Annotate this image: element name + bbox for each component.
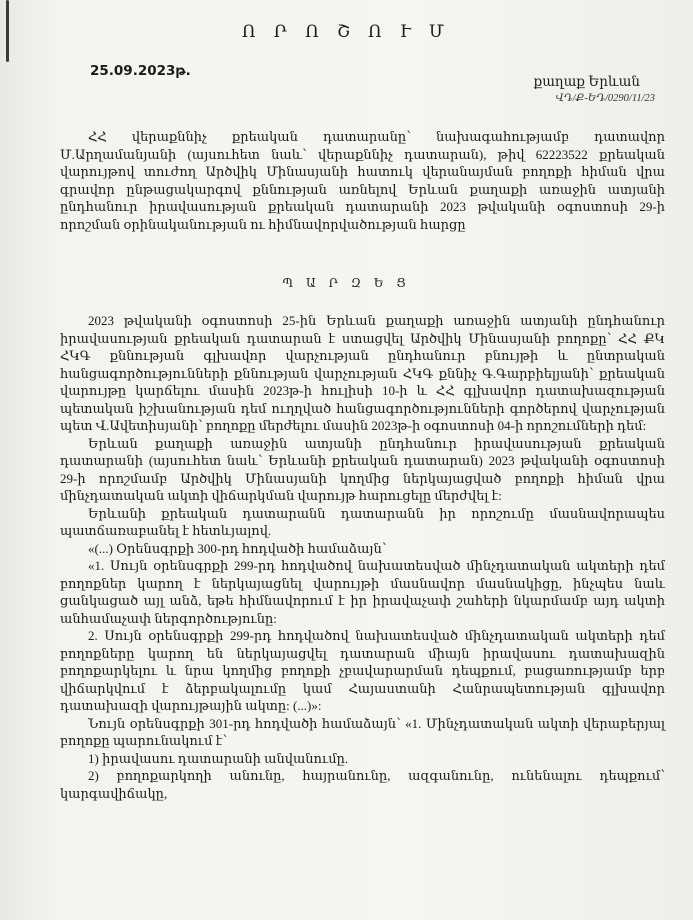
intro-paragraph: ՀՀ վերաքննիչ քրեական դատարանը՝ նախագահությամբ դատավոր Մ.Արղամանյանի (այսուհետ նաև՝ վերաքննիչ դատարան), թիվ 62223522 քրեական վարույթով տուժող Արծվիկ Մինասյանի հատուկ վերանայման բողոքի հիման վրա գրավոր ընթացակարգով քննության առնելով Երևան քաղաքի առաջին ատյանի ընդհանուր իրավասության քրեական դատարանի 2023 թվականի օգոստոսի 29-ի որոշման օրինականության ու հիմնավորվածության հարցը xyxy=(60,129,665,232)
body-paragraph: Երևան քաղաքի առաջին ատյանի ընդհանուր իրավասության քրեական դատարանի (այսուհետ նաև՝ Երևանի քրեական դատարան) 2023 թվականի օգոստոսի 29-ի որոշմամբ Արծվիկ Մինասյանի կողմից ներկայացված բողոքի հիման վրա մինչդատական ակտի վիճարկման վարույթ հարուցելը մերժվել է: xyxy=(60,435,665,503)
case-number: ՎԴ/Ք-ԵԴ/0290/11/23 xyxy=(555,93,655,104)
body-paragraph: 2023 թվականի օգոստոսի 25-ին Երևան քաղաքի առաջին ատյանի ընդհանուր իրավասության քրեական դատարան է ստացվել Արծվիկ Մինասյանի բողոքը՝ ՀՀ ՔԿ ՀԿԳ քննության գլխավոր վարչության ընդհանուր բնույթի և ընտրական հանցագործությունների քննության վարչության ՀԿԳ քննիչ Գ.Գարբիելյանի՝ քրեական վարույթը կարճելու մասին 2023թ-ի հուլիսի 10-ի և ՀՀ գլխավոր դատախազության պետական իշխանության դեմ ուղղված հանցագործությունների գործերով վարչության պետ Վ.Ավետիսյանի՝ բողոքը մերժելու մասին 2023թ-ի օգոստոսի 04-ի որոշումների դեմ: xyxy=(60,313,665,433)
body-paragraph: 2. Սույն օրենսգրքի 299-րդ հոդվածով նախատեսված մինչդատական ակտերի դեմ բողոքները կարող են ներկայացվել դատարան միայն իրավասու դատախազին բողոքարկելու և նրա կողմից բողոքի չբավարարման դեպքում, բացառությամբ երբ վիճարկվում է ձերբակալումը կամ Հայաստանի Հանրապետության գլխավոր դատախազի վարույթային ակտը: (...)»: xyxy=(60,628,665,713)
section-heading: Պ Ա Ր Զ Ե Ց xyxy=(282,276,411,290)
document-title: Ո Ր Ո Շ Ո Ւ Մ xyxy=(241,22,452,41)
intro-section xyxy=(60,128,665,233)
body-paragraph: 1) իրավասու դատարանի անվանումը. xyxy=(88,750,349,766)
body-section xyxy=(60,312,665,802)
body-paragraph: Նույն օրենսգրքի 301-րդ հոդվածի համաձայն՝ «1. Մինչդատական ակտի վերաբերյալ բողոքը պարունակում է՝ xyxy=(60,715,665,748)
body-paragraph: «(...) Օրենսգրքի 300-րդ հոդվածի համաձայն՝ xyxy=(88,540,387,556)
document-city: քաղաք Երևան xyxy=(533,74,640,89)
document-date: 25.09.2023թ. xyxy=(90,63,191,79)
body-paragraph: «1. Սույն օրենսգրքի 299-րդ հոդվածով նախատեսված մինչդատական ակտերի դեմ բողոքներ կարող է ներկայացնել վարույթի մասնավոր մասնակիցը, ինչպես նաև ցանկացած այլ անձ, եթե հիմնավորում է իր իրավաչափ շահերի նկարմամբ այդ ակտի անհամաչափ ներգործությունը: xyxy=(60,558,665,626)
body-paragraph: Երևանի քրեական դատարանն դատարանն իր որոշումը մասնավորապես պատճառաբանել է հետևյալով. xyxy=(60,505,665,538)
body-paragraph: 2) բողոքարկողի անունը, հայրանունը, ազգանունը, ունենալու դեպքում՝ կարգավիճակը, xyxy=(60,768,665,801)
